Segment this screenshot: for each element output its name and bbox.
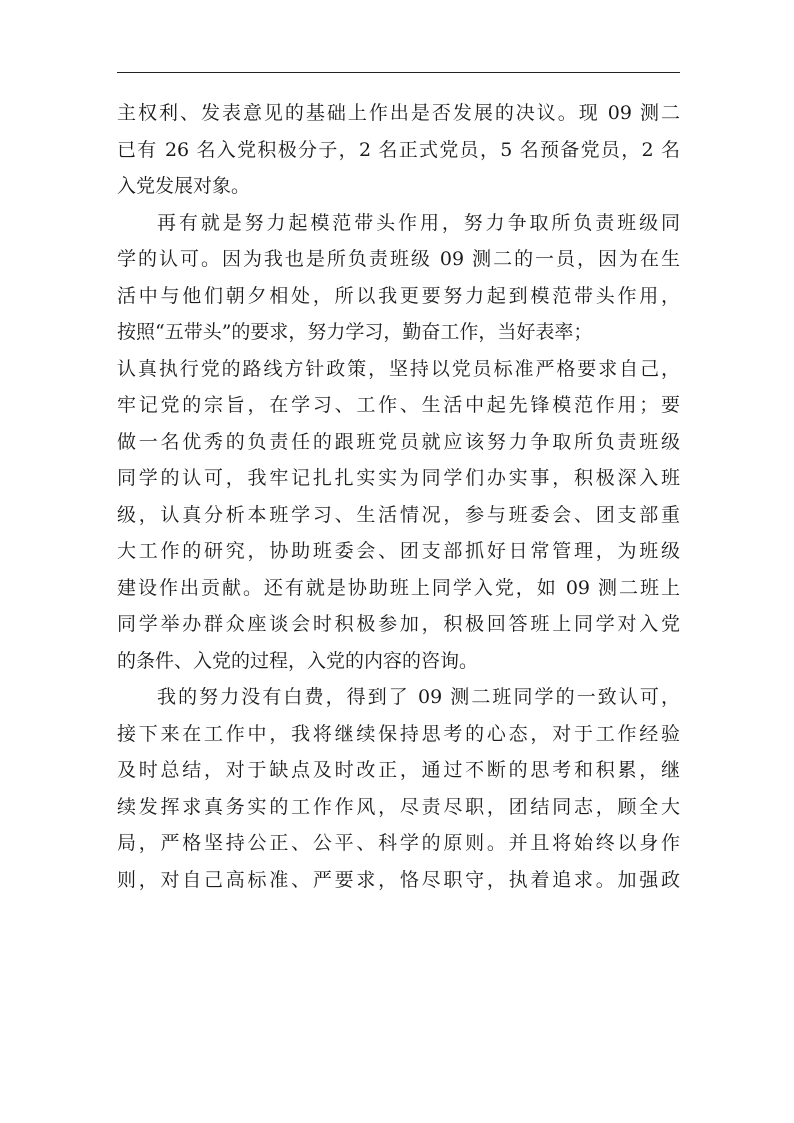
text-line: 则，对自己高标准、严要求，恪尽职守，执着追求。加强政	[117, 868, 680, 891]
header-rule	[117, 72, 680, 73]
text-line: 及时总结，对于缺点及时改正，通过不断的思考和积累，继	[117, 759, 680, 781]
text-line: 大工作的研究，协助班委会、团支部抓好日常管理，为班级	[117, 540, 680, 562]
text-line: 续发挥求真务实的工作作风，尽责尽职，团结同志，顾全大	[117, 795, 680, 818]
text-line: 活中与他们朝夕相处，所以我更要努力起到模范带头作用，	[117, 284, 680, 307]
text-line: 同学的认可，我牢记扎扎实实为同学们办实事，积极深入班	[117, 467, 680, 489]
text-line: 同学举办群众座谈会时积极参加，积极回答班上同学对入党	[117, 613, 680, 635]
text-line: 入党发展对象。	[117, 175, 251, 197]
text-line: 做一名优秀的负责任的跟班党员就应该努力争取所负责班级	[117, 430, 680, 453]
paragraph-first-line: 我的努力没有白费，得到了 09 测二班同学的一致认可，	[157, 686, 680, 708]
text-line: 已有 26 名入党积极分子，2 名正式党员，5 名预备党员，2 名	[117, 138, 680, 161]
text-line: 建设作出贡献。还有就是协助班上同学入党，如 09 测二班上	[117, 576, 680, 599]
text-line: 按照“五带头”的要求，努力学习，勤奋工作，当好表率；	[117, 321, 593, 343]
text-line: 级，认真分析本班学习、生活情况，参与班委会、团支部重	[117, 503, 680, 526]
text-line: 接下来在工作中，我将继续保持思考的心态，对于工作经验	[117, 722, 680, 745]
text-line: 局，严格坚持公正、公平、科学的原则。并且将始终以身作	[117, 832, 680, 854]
text-line: 主权利、发表意见的基础上作出是否发展的决议。现 09 测二	[117, 102, 680, 124]
text-line: 的条件、入党的过程，入党的内容的咨询。	[117, 649, 479, 672]
text-line: 学的认可。因为我也是所负责班级 09 测二的一员，因为在生	[117, 248, 680, 270]
document-body	[117, 95, 680, 898]
text-line: 牢记党的宗旨，在学习、工作、生活中起先锋模范作用；要	[117, 394, 680, 416]
paragraph-first-line: 再有就是努力起模范带头作用，努力争取所负责班级同	[157, 211, 680, 234]
text-line: 认真执行党的路线方针政策，坚持以党员标准严格要求自己，	[117, 357, 680, 380]
